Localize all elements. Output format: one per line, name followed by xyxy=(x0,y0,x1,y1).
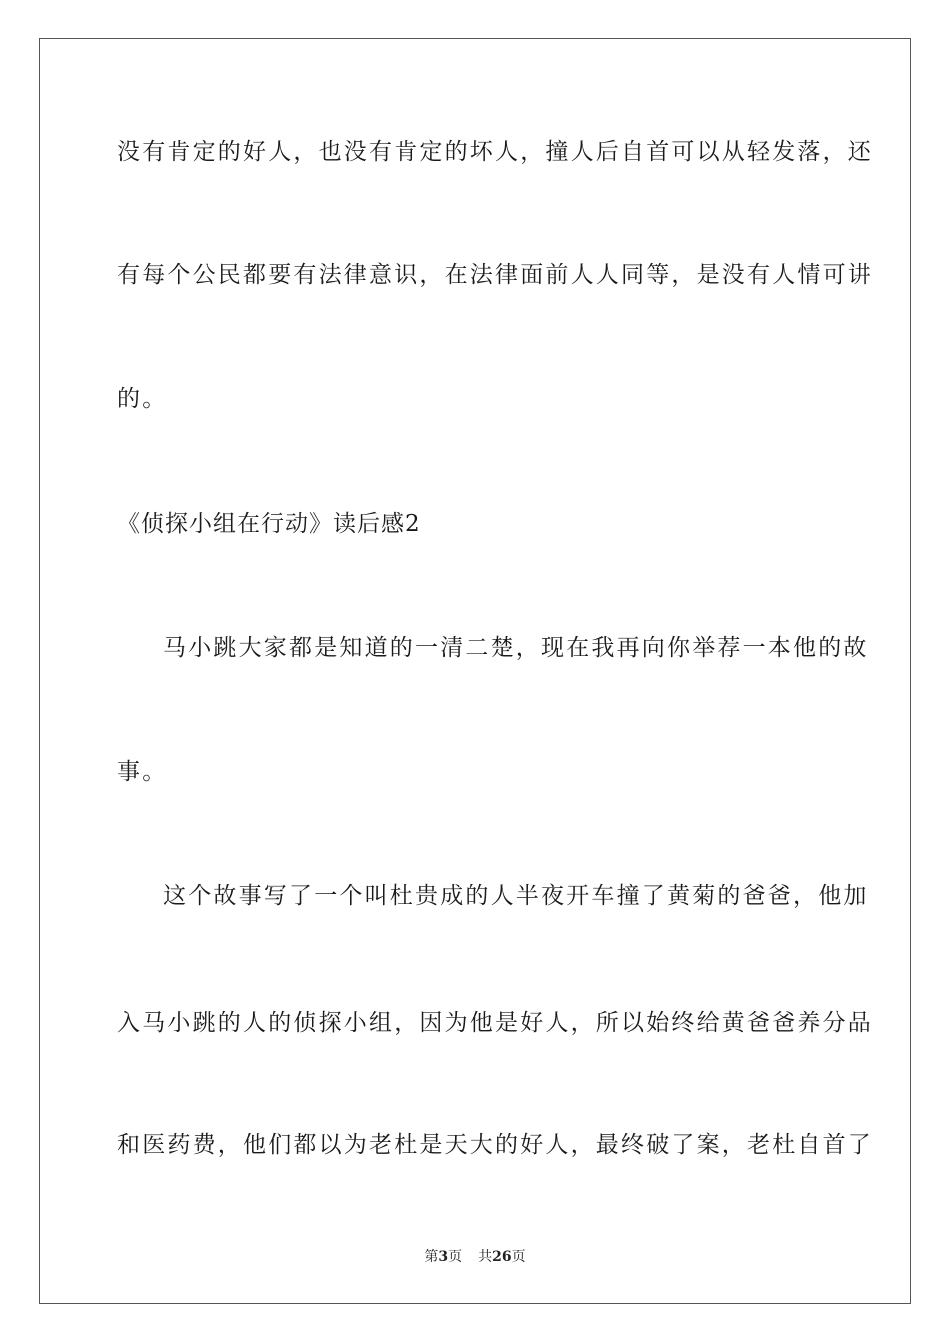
body-line-7: 入马小跳的人的侦探小组，因为他是好人，所以始终给黄爸爸养分品 xyxy=(117,1010,873,1036)
footer-page-number: 3 xyxy=(438,1249,449,1265)
footer-total-pages: 26 xyxy=(492,1249,512,1265)
body-line-2: 有每个公民都要有法律意识，在法律面前人人同等，是没有人情可讲 xyxy=(117,262,873,288)
page-footer xyxy=(0,1248,950,1266)
footer-total-prefix: 共 xyxy=(478,1249,493,1265)
body-line-3: 的。 xyxy=(117,386,168,412)
body-line-5: 事。 xyxy=(117,759,168,785)
body-line-6: 这个故事写了一个叫杜贵成的人半夜开车撞了黄菊的爸爸，他加 xyxy=(163,883,869,909)
body-line-1: 没有肯定的好人，也没有肯定的坏人，撞人后自首可以从轻发落，还 xyxy=(117,139,873,165)
footer-total-suffix: 页 xyxy=(511,1249,526,1265)
body-line-8: 和医药费，他们都以为老杜是天大的好人，最终破了案，老杜自首了 xyxy=(117,1132,873,1158)
footer-page-suffix: 页 xyxy=(448,1249,463,1265)
body-line-4: 马小跳大家都是知道的一清二楚，现在我再向你举荐一本他的故 xyxy=(163,635,869,661)
page-border xyxy=(39,38,911,1304)
footer-page-prefix: 第 xyxy=(424,1249,439,1265)
section-heading: 《侦探小组在行动》读后感2 xyxy=(117,511,421,537)
